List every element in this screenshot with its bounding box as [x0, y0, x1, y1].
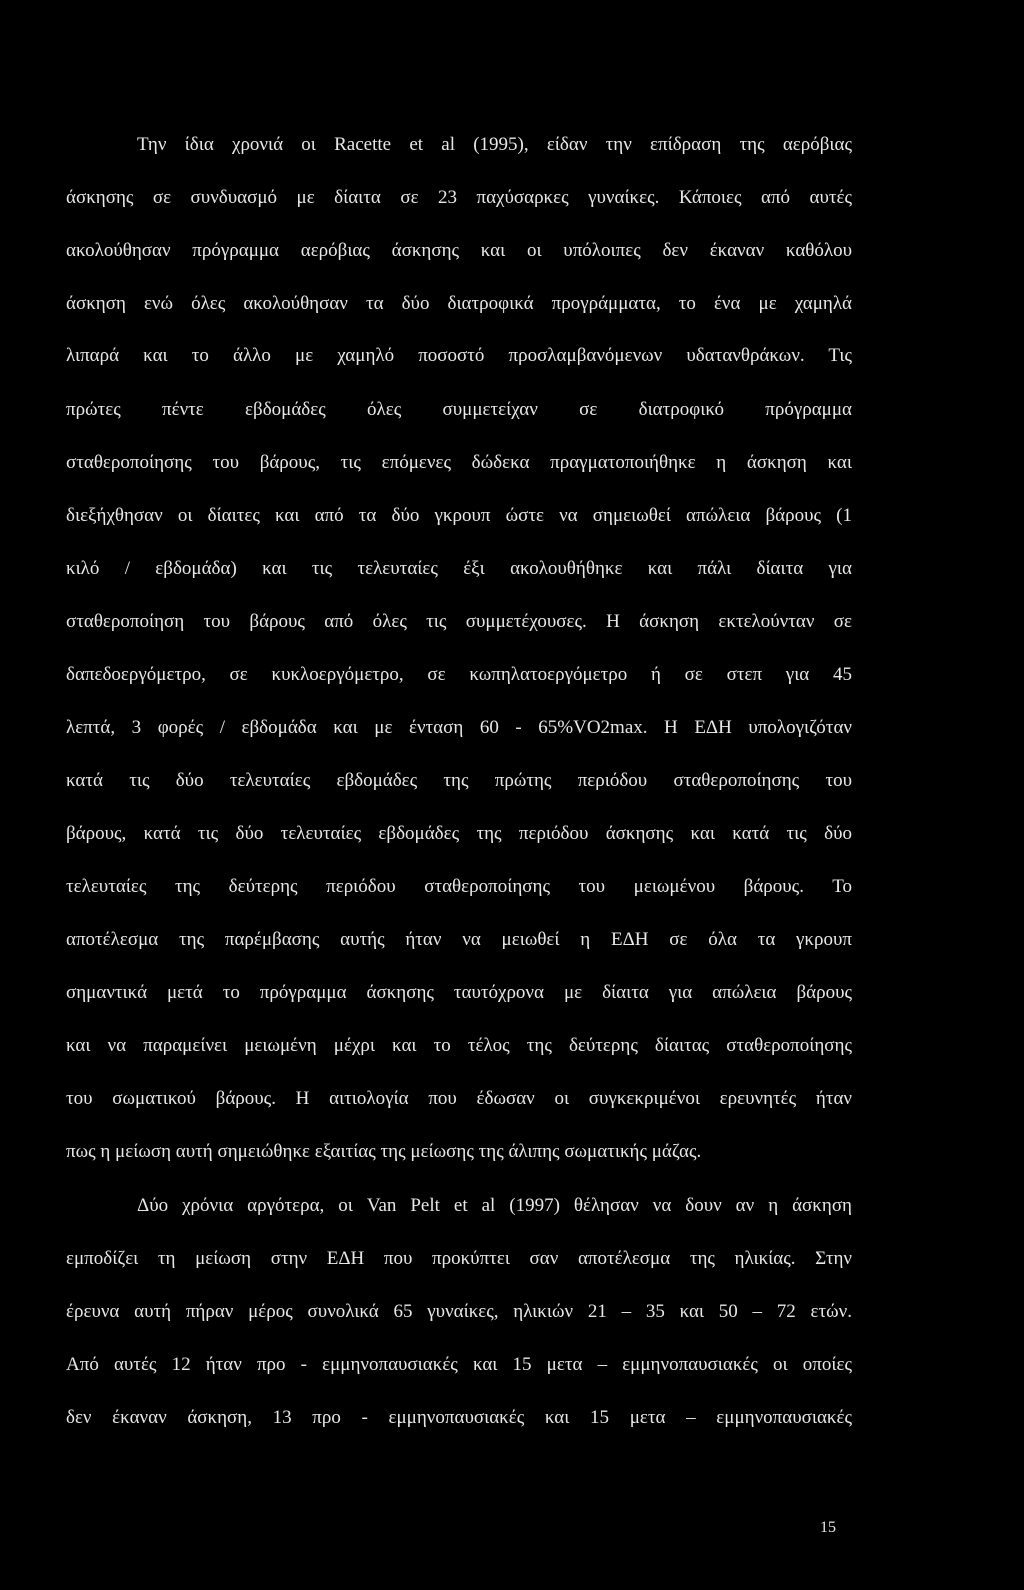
text-line: άσκησης σε συνδυασμό με δίαιτα σε 23 παχύσαρκες γυναίκες. Κάποιες από αυτές [66, 187, 852, 208]
text-line: λεπτά, 3 φορές / εβδομάδα και με ένταση 60 - 65%VO2max. Η ΕΔΗ υπολογιζόταν [66, 717, 852, 738]
text-line: έρευνα αυτή πήραν μέρος συνολικά 65 γυναίκες, ηλικιών 21 – 35 και 50 – 72 ετών. [66, 1301, 852, 1322]
text-line: Δύο χρόνια αργότερα, οι Van Pelt et al (1997) θέλησαν να δουν αν η άσκηση [137, 1195, 852, 1216]
text-line: πως η μείωση αυτή σημειώθηκε εξαιτίας της μείωσης της άλιπης σωματικής μάζας. [66, 1141, 702, 1162]
text-line: δαπεδοεργόμετρο, σε κυκλοεργόμετρο, σε κωπηλατοεργόμετρο ή σε στεπ για 45 [66, 664, 852, 685]
text-line: τελευταίες της δεύτερης περιόδου σταθεροποίησης του μειωμένου βάρους. Το [66, 876, 852, 897]
page-number: 15 [820, 1519, 836, 1536]
text-line: σταθεροποίηση του βάρους από όλες τις συμμετέχουσες. Η άσκηση εκτελούνταν σε [66, 611, 852, 632]
text-line: και να παραμείνει μειωμένη μέχρι και το τέλος της δεύτερης δίαιτας σταθεροποίησης [66, 1035, 852, 1056]
text-line: άσκηση ενώ όλες ακολούθησαν τα δύο διατροφικά προγράμματα, το ένα με χαμηλά [66, 293, 852, 314]
text-line: σταθεροποίησης του βάρους, τις επόμενες δώδεκα πραγματοποιήθηκε η άσκηση και [66, 452, 852, 473]
text-line: Από αυτές 12 ήταν προ - εμμηνοπαυσιακές και 15 μετα – εμμηνοπαυσιακές οι οποίες [66, 1354, 852, 1375]
text-line: κατά τις δύο τελευταίες εβδομάδες της πρώτης περιόδου σταθεροποίησης του [66, 770, 852, 791]
text-line: εμποδίζει τη μείωση στην ΕΔΗ που προκύπτει σαν αποτέλεσμα της ηλικίας. Στην [66, 1248, 852, 1269]
text-line: του σωματικού βάρους. Η αιτιολογία που έδωσαν οι συγκεκριμένοι ερευνητές ήταν [66, 1088, 852, 1109]
text-line: δεν έκαναν άσκηση, 13 προ - εμμηνοπαυσιακές και 15 μετα – εμμηνοπαυσιακές [66, 1407, 852, 1428]
text-line: ακολούθησαν πρόγραμμα αερόβιας άσκησης και οι υπόλοιπες δεν έκαναν καθόλου [66, 240, 852, 261]
text-line: βάρους, κατά τις δύο τελευταίες εβδομάδες της περιόδου άσκησης και κατά τις δύο [66, 823, 852, 844]
text-line: πρώτες πέντε εβδομάδες όλες συμμετείχαν σε διατροφικό πρόγραμμα [66, 399, 852, 420]
text-line: αποτέλεσμα της παρέμβασης αυτής ήταν να μειωθεί η ΕΔΗ σε όλα τα γκρουπ [66, 929, 852, 950]
text-line: λιπαρά και το άλλο με χαμηλό ποσοστό προσλαμβανόμενων υδατανθράκων. Τις [66, 345, 852, 366]
text-line: σημαντικά μετά το πρόγραμμα άσκησης ταυτόχρονα με δίαιτα για απώλεια βάρους [66, 982, 852, 1003]
text-line: διεξήχθησαν οι δίαιτες και από τα δύο γκρουπ ώστε να σημειωθεί απώλεια βάρους (1 [66, 505, 852, 526]
text-line: Την ίδια χρονιά οι Racette et al (1995), είδαν την επίδραση της αερόβιας [137, 134, 852, 155]
text-line: κιλό / εβδομάδα) και τις τελευταίες έξι ακολουθήθηκε και πάλι δίαιτα για [66, 558, 852, 579]
